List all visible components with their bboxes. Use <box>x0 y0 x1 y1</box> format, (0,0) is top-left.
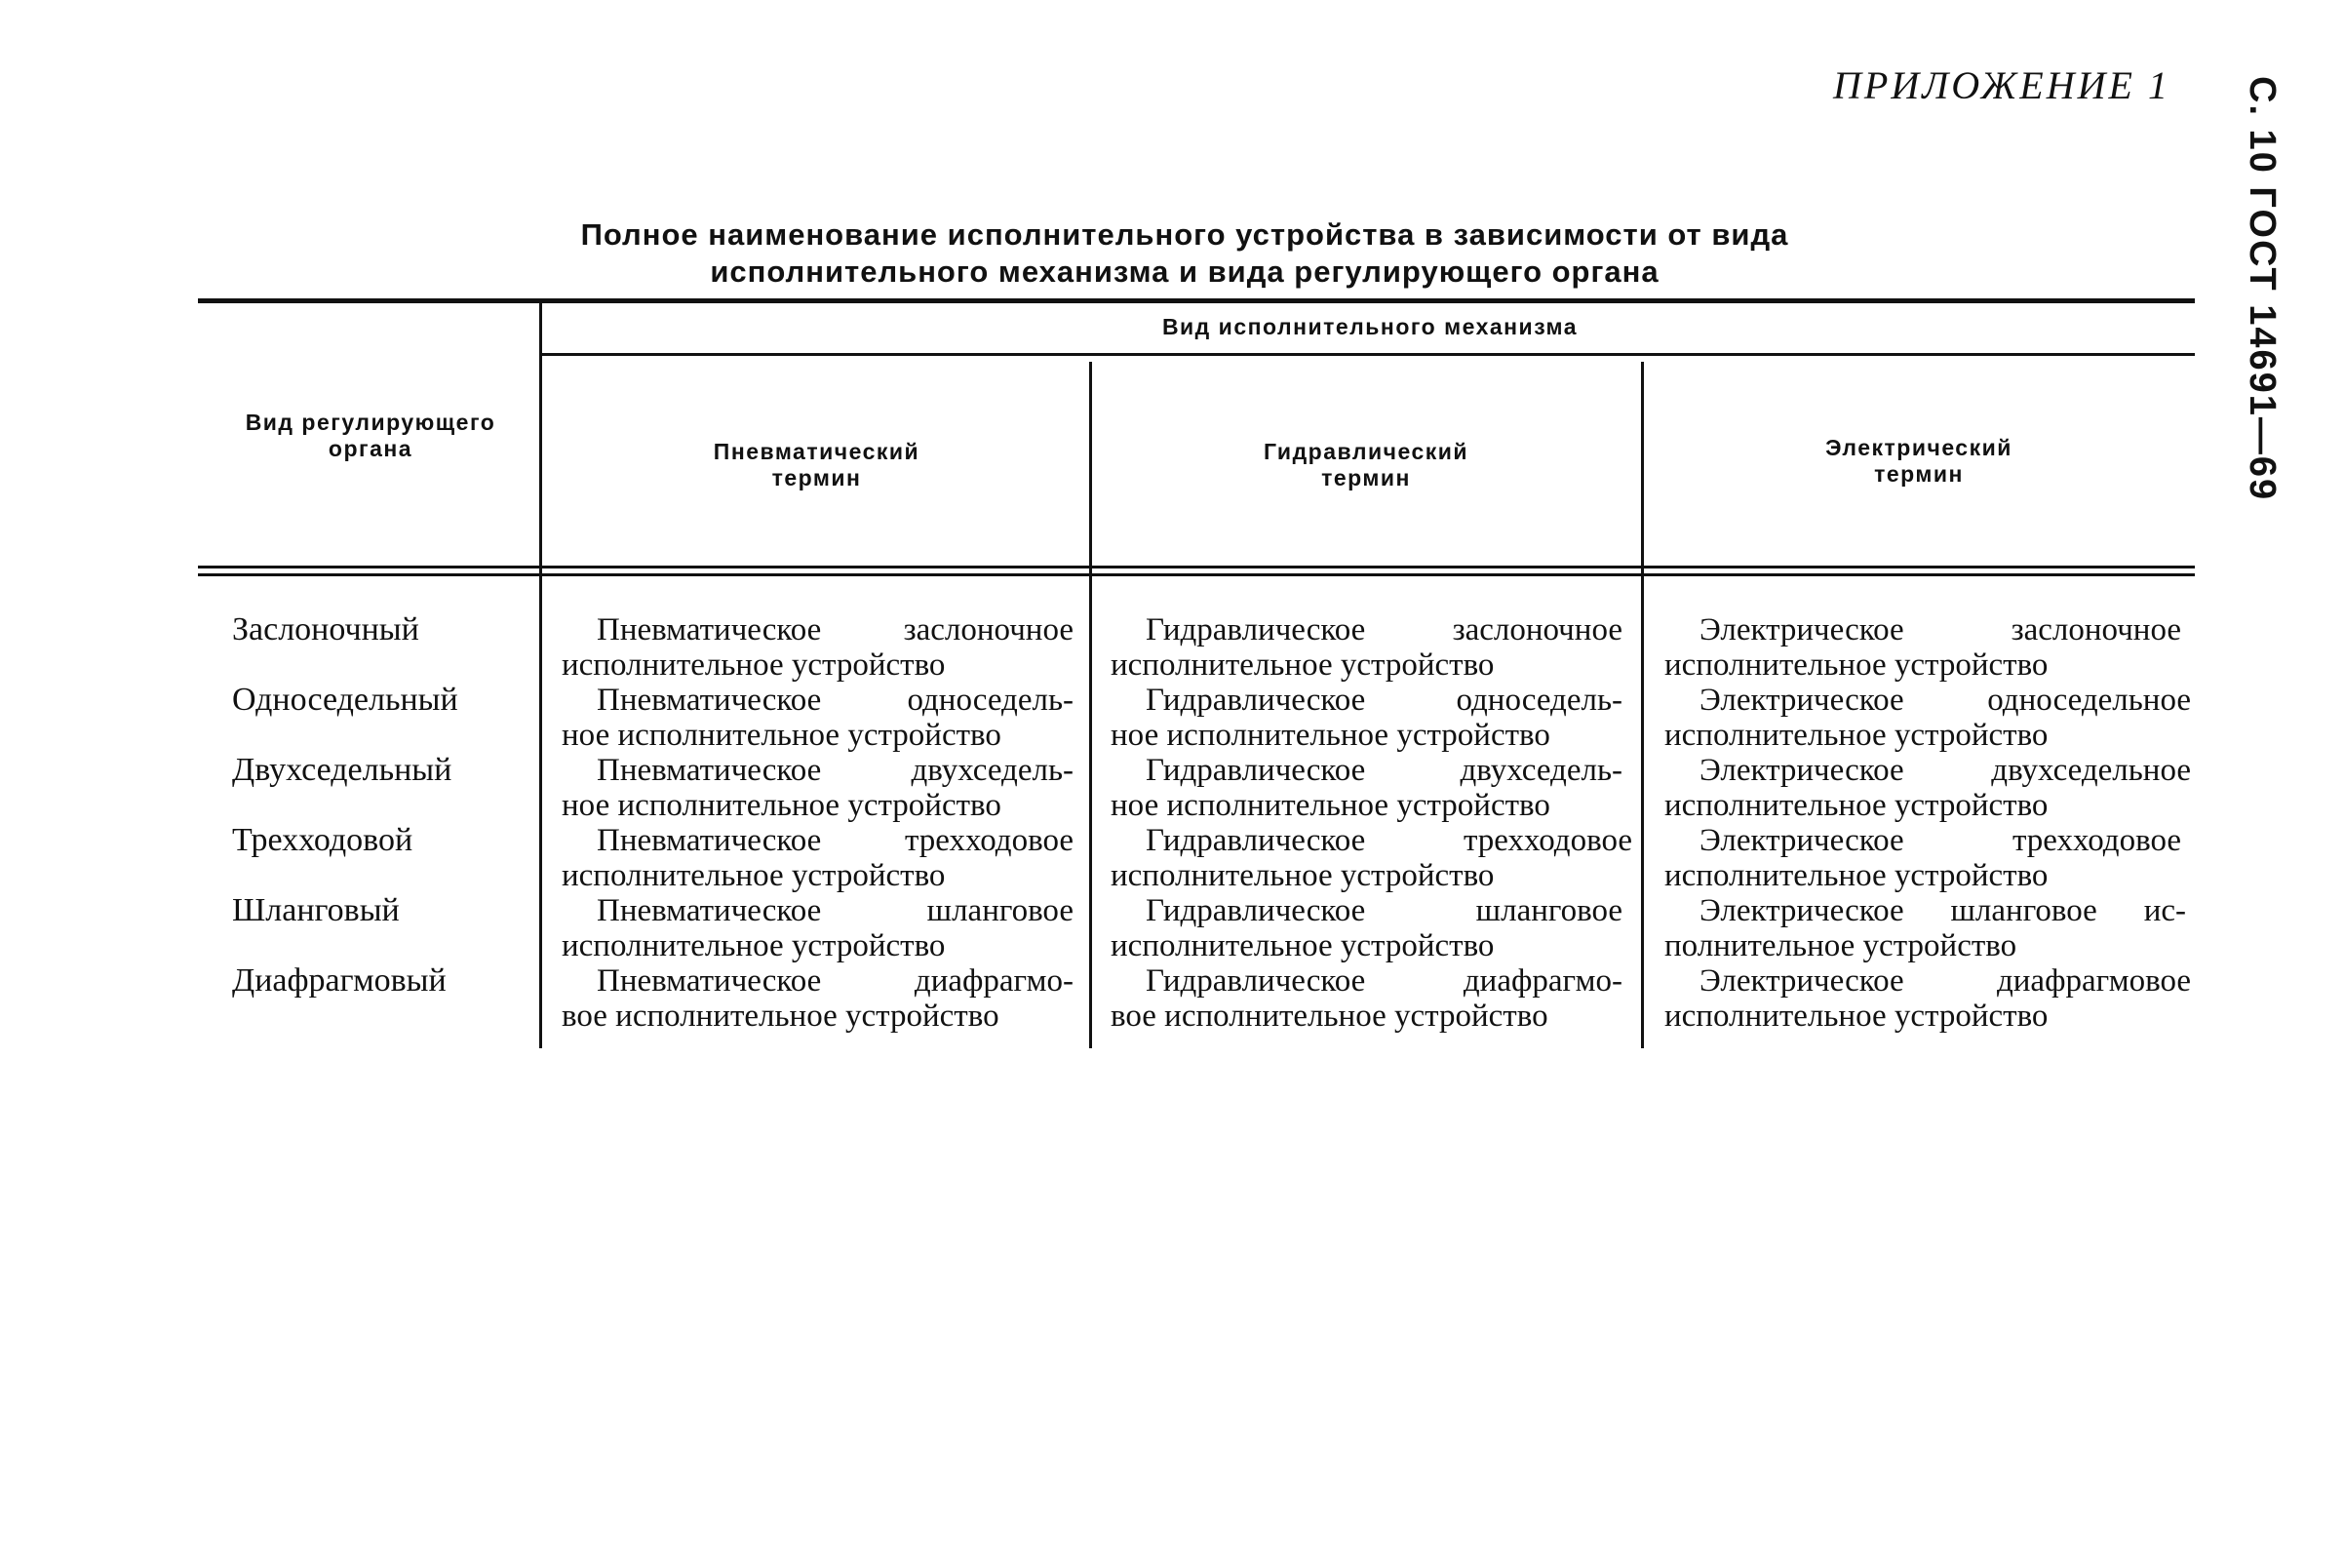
group-header-rule <box>541 353 2195 356</box>
table-cell <box>1111 823 1632 893</box>
column-header-pneumatic <box>546 439 1087 491</box>
cell-line: ное исполнительное устройство <box>562 718 1001 753</box>
table-title-line-1: Полное наименование исполнительного устройства в зависимости от вида <box>580 217 1789 252</box>
table-cell <box>562 823 1074 893</box>
cell-line: исполнительное устройство <box>1111 928 1495 963</box>
cell-line: Пневматическое заслоночное <box>597 612 1074 647</box>
cell-line: Гидравлическое шланговое <box>1146 893 1622 928</box>
table-top-rule <box>198 298 2195 303</box>
cell-line: исполнительное устройство <box>562 647 946 683</box>
table-title-line-2: исполнительного механизма и вида регулирующего органа <box>710 255 1660 289</box>
row-label: Шланговый <box>232 892 400 928</box>
row-header-line-1: Вид регулирующего <box>245 410 496 435</box>
table-title <box>439 216 1931 291</box>
cell-line: Гидравлическое заслоночное <box>1146 612 1622 647</box>
table-cell <box>1664 823 2181 893</box>
cell-line: Электрическое двухседельное <box>1699 753 2191 788</box>
row-header <box>205 410 536 462</box>
table-cell <box>1664 683 2191 753</box>
cell-line: Пневматическое шланговое <box>597 893 1074 928</box>
cell-line: Гидравлическое двухседель- <box>1146 753 1622 788</box>
cell-line: Электрическое односедельное <box>1699 683 2191 718</box>
cell-line: Электрическое шланговое ис- <box>1699 893 2186 928</box>
header-bottom-rule-2 <box>198 573 2195 576</box>
column-header-electric <box>1646 435 2192 488</box>
cell-line: исполнительное устройство <box>1664 647 2049 683</box>
cell-line: Гидравлическое трехходовое <box>1146 823 1632 858</box>
cell-line: исполнительное устройство <box>1664 858 2049 893</box>
table-cell <box>1664 753 2191 823</box>
cell-line: Пневматическое односедель- <box>597 683 1074 718</box>
cell-line: исполнительное устройство <box>1664 718 2049 753</box>
column-divider-1 <box>539 303 542 1048</box>
cell-line: ное исполнительное устройство <box>1111 788 1550 823</box>
cell-line: вое исполнительное устройство <box>1111 999 1548 1034</box>
table-cell <box>562 612 1074 683</box>
table-cell <box>562 753 1074 823</box>
column-divider-2 <box>1089 362 1092 1048</box>
group-header-text: Вид исполнительного механизма <box>1161 314 1579 339</box>
table-cell <box>1111 683 1622 753</box>
row-label: Односедельный <box>232 682 458 718</box>
cell-line: Гидравлическое диафрагмо- <box>1146 963 1622 999</box>
row-label: Трехходовой <box>232 822 413 858</box>
table-cell <box>562 893 1074 963</box>
group-header <box>546 314 2194 340</box>
cell-line: исполнительное устройство <box>562 928 946 963</box>
cell-line: Электрическое заслоночное <box>1699 612 2181 647</box>
column-divider-3 <box>1641 362 1644 1048</box>
cell-line: Пневматическое трехходовое <box>597 823 1074 858</box>
side-page-reference: С. 10 ГОСТ 14691—69 <box>2242 76 2283 502</box>
column-header-line-2: термин <box>771 465 862 490</box>
table-cell <box>562 683 1074 753</box>
row-label: Диафрагмовый <box>232 962 447 999</box>
cell-line: ное исполнительное устройство <box>562 788 1001 823</box>
cell-line: ное исполнительное устройство <box>1111 718 1550 753</box>
table-cell <box>1111 963 1622 1034</box>
column-header-line-1: Пневматический <box>713 439 920 464</box>
cell-line: исполнительное устройство <box>1111 858 1495 893</box>
cell-line: Пневматическое двухседель- <box>597 753 1074 788</box>
table-cell <box>1664 893 2186 963</box>
cell-line: полнительное устройство <box>1664 928 2017 963</box>
table-cell <box>1111 612 1622 683</box>
cell-line: исполнительное устройство <box>1664 788 2049 823</box>
cell-line: исполнительное устройство <box>1111 647 1495 683</box>
header-bottom-rule-1 <box>198 566 2195 568</box>
cell-line: Гидравлическое односедель- <box>1146 683 1622 718</box>
column-header-line-1: Гидравлический <box>1263 439 1469 464</box>
table-cell <box>1111 753 1622 823</box>
cell-line: вое исполнительное устройство <box>562 999 999 1034</box>
cell-line: исполнительное устройство <box>1664 999 2049 1034</box>
appendix-label: ПРИЛОЖЕНИЕ 1 <box>1833 63 2170 107</box>
cell-line: Электрическое диафрагмовое <box>1699 963 2191 999</box>
table-cell <box>1664 963 2191 1034</box>
cell-line: Электрическое трехходовое <box>1699 823 2181 858</box>
table-cell <box>562 963 1074 1034</box>
table-cell <box>1664 612 2181 683</box>
row-label: Двухседельный <box>232 752 452 788</box>
column-header-hydraulic <box>1094 439 1638 491</box>
cell-line: Пневматическое диафрагмо- <box>597 963 1074 999</box>
row-header-line-2: органа <box>328 436 413 461</box>
row-label: Заслоночный <box>232 611 419 647</box>
cell-line: исполнительное устройство <box>562 858 946 893</box>
table-cell <box>1111 893 1622 963</box>
column-header-line-2: термин <box>1321 465 1411 490</box>
column-header-line-2: термин <box>1874 461 1964 487</box>
column-header-line-1: Электрический <box>1825 435 2012 460</box>
